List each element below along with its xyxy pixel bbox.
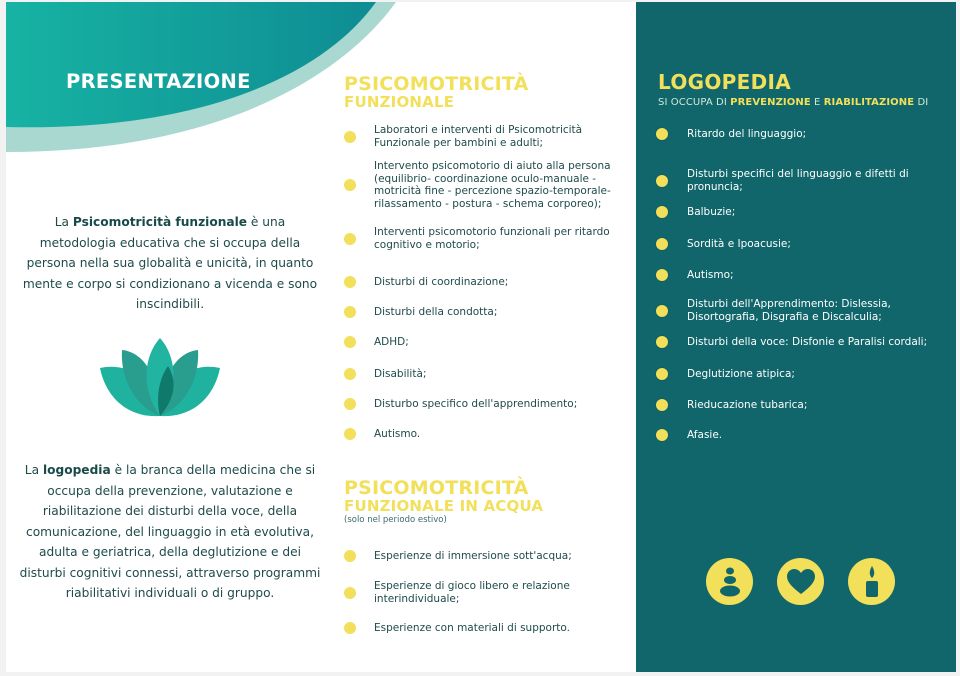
bullet-dot-icon	[344, 276, 356, 288]
logopedia-subtitle: SI OCCUPA DI PREVENZIONE E RIABILITAZIONE DI	[658, 97, 929, 108]
bullet-dot-icon	[344, 428, 356, 440]
bullet-dot-icon	[344, 131, 356, 143]
list-item: Esperienze di gioco libero e relazione interindividuale;	[344, 580, 636, 605]
list-item: Intervento psicomotorio di aiuto alla persona (equilibrio- coordinazione oculo-manuale - motricità fine - percezione spazio-temporale- rilassamento - postura - schema corporeo);	[344, 160, 636, 210]
intro-bold: Psicomotricità funzionale	[72, 215, 248, 229]
middle-column	[344, 2, 636, 672]
list-item: Autismo;	[656, 269, 952, 282]
intro-prefix: La	[54, 215, 73, 229]
intro-rest: è una metodologia educativa che si occupa della persona nella sua globalità e unicità, in quanto mente e corpo si condizionano a vicenda e sono inscindibili.	[22, 215, 318, 311]
bullet-dot-icon	[656, 238, 668, 250]
heart-icon	[777, 558, 824, 605]
bullet-dot-icon	[344, 306, 356, 318]
bullet-dot-icon	[656, 206, 668, 218]
list-item: ADHD;	[344, 336, 636, 349]
list-item: Interventi psicomotorio funzionali per ritardo cognitivo e motorio;	[344, 226, 636, 251]
list-item: Sordità e Ipoacusie;	[656, 238, 952, 251]
bullet-dot-icon	[656, 336, 668, 348]
bullet-dot-icon	[656, 269, 668, 281]
logopedia-title: LOGOPEDIA	[658, 70, 791, 94]
bullet-dot-icon	[656, 128, 668, 140]
stacked-stones-icon	[706, 558, 753, 605]
list-item: Ritardo del linguaggio;	[656, 128, 952, 141]
logopedia-paragraph	[18, 460, 322, 604]
intro-paragraph	[22, 212, 318, 315]
bullet-dot-icon	[656, 399, 668, 411]
bullet-dot-icon	[344, 550, 356, 562]
list-item: Esperienze di immersione sott'acqua;	[344, 550, 636, 563]
list-item: Deglutizione atipica;	[656, 368, 952, 381]
bullet-dot-icon	[344, 233, 356, 245]
list-item: Esperienze con materiali di supporto.	[344, 622, 636, 635]
list-item: Disturbi della condotta;	[344, 306, 636, 319]
bullet-dot-icon	[344, 587, 356, 599]
bullet-dot-icon	[656, 305, 668, 317]
acqua-title	[344, 478, 543, 525]
logopedia-panel	[636, 2, 956, 672]
bullet-dot-icon	[344, 179, 356, 191]
bullet-dot-icon	[344, 398, 356, 410]
feature-icons	[706, 558, 906, 608]
list-item: Laboratori e interventi di Psicomotricità Funzionale per bambini e adulti;	[344, 124, 636, 149]
section-title-line2: FUNZIONALE IN ACQUA	[344, 497, 544, 515]
candle-icon	[848, 558, 895, 605]
list-item: Disturbo specifico dell'apprendimento;	[344, 398, 636, 411]
bullet-dot-icon	[656, 175, 668, 187]
brochure-page	[6, 2, 956, 672]
bullet-dot-icon	[344, 622, 356, 634]
presentation-title: PRESENTAZIONE	[66, 70, 251, 93]
list-item: Disturbi dell'Apprendimento: Dislessia, Disortografia, Disgrafia e Discalculia;	[656, 298, 952, 323]
list-item: Disturbi della voce: Disfonie e Paralisi cordali;	[656, 336, 952, 349]
section-title-line1: PSICOMOTRICITÀ	[344, 477, 529, 499]
list-item: Afasie.	[656, 429, 952, 442]
logo-prefix: La	[24, 463, 43, 477]
list-item: Autismo.	[344, 428, 636, 441]
list-item: Balbuzie;	[656, 206, 952, 219]
logo-bold: logopedia	[42, 463, 111, 477]
bullet-dot-icon	[344, 368, 356, 380]
section-title-line1: PSICOMOTRICITÀ	[344, 73, 529, 95]
psicomotricita-title	[344, 74, 529, 110]
bullet-dot-icon	[656, 368, 668, 380]
list-item: Rieducazione tubarica;	[656, 399, 952, 412]
lotus-icon	[98, 338, 222, 418]
list-item: Disabilità;	[344, 368, 636, 381]
logo-rest: è la branca della medicina che si occupa della prevenzione, valutazione e riabilitazione dei disturbi della voce, della comunicazione, del linguaggio in età evolutiva, adulta e geriatrica, della deglutizione e dei disturbi cognitivi connessi, attraverso programmi riabilitativi individuali o di gruppo.	[19, 463, 321, 600]
section-title-line2: FUNZIONALE	[344, 93, 455, 111]
section-note: (solo nel periodo estivo)	[344, 515, 447, 525]
list-item: Disturbi di coordinazione;	[344, 276, 636, 289]
bullet-dot-icon	[656, 429, 668, 441]
bullet-dot-icon	[344, 336, 356, 348]
list-item: Disturbi specifici del linguaggio e difetti di pronuncia;	[656, 168, 952, 193]
